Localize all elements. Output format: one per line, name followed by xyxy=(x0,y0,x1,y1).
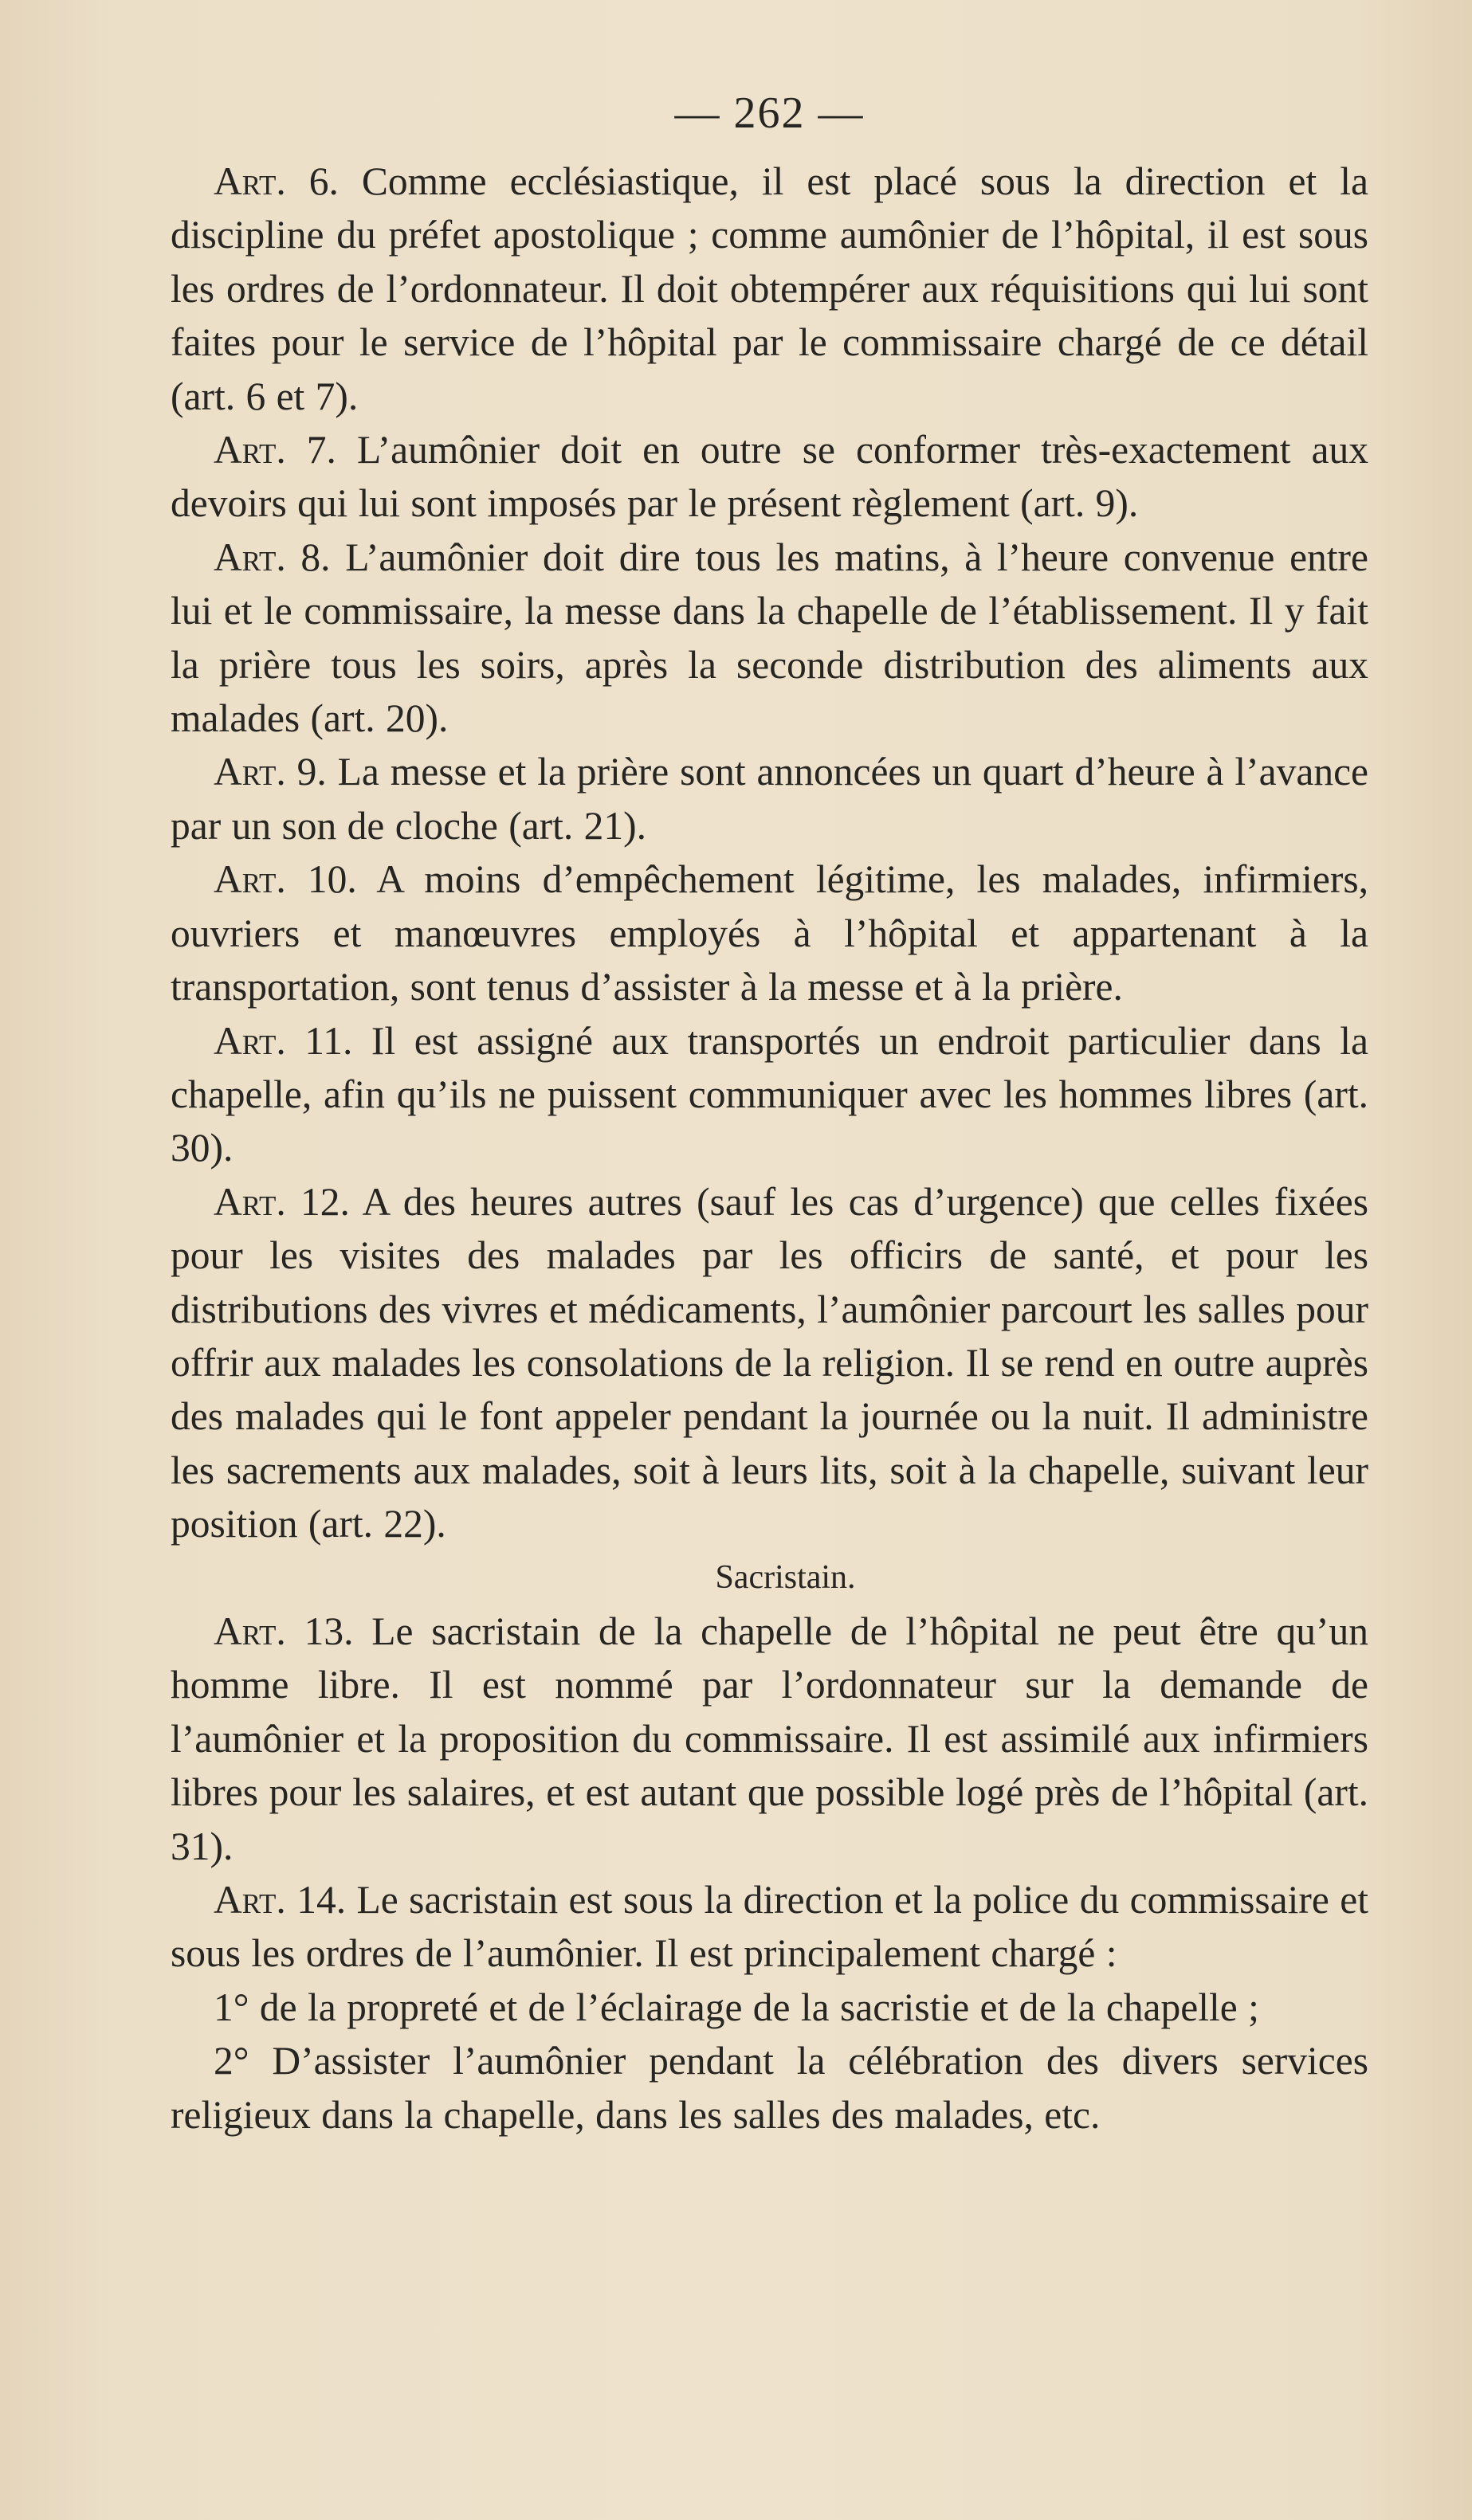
article-12 xyxy=(171,1175,1368,1551)
article-label: Art. 8. xyxy=(214,535,331,579)
section-heading: Sacristain. xyxy=(715,1558,856,1596)
article-label: Art. 11. xyxy=(214,1018,353,1063)
page-body xyxy=(171,155,1368,2142)
list-item-text: D’assister l’aumônier pendant la célébration des divers services religieux dans la chapelle, dans les salles des malades, etc. xyxy=(171,2039,1369,2137)
article-label: Art. 14. xyxy=(214,1878,347,1922)
article-text: Il est assigné aux transportés un endroit particulier dans la chapelle, afin qu’ils ne puissent communiquer avec les hommes libres (art. 30). xyxy=(171,1018,1369,1170)
page-number: — 262 — xyxy=(674,88,865,138)
list-item-number: 2° xyxy=(214,2039,249,2083)
article-14 xyxy=(171,1873,1368,1981)
article-label: Art. 6. xyxy=(214,159,339,203)
article-label: Art. 12. xyxy=(214,1179,350,1224)
article-text: L’aumônier doit dire tous les matins, à l’heure convenue entre lui et le commissaire, la messe dans la chapelle de l’établissement. Il y fait la prière tous les soirs, après la seconde distribution des aliments aux malades (art. 20). xyxy=(171,535,1369,741)
article-text: A des heures autres (sauf les cas d’urgence) que celles fixées pour les visites des malades par les officirs de santé, et pour les distributions des vivres et médicaments, l’aumônier parcourt les salles pour offrir aux malades les consolations de la religion. Il se rend en outre auprès des malades qui le font appeler pendant la journée ou la nuit. Il administre les sacrements aux malades, soit à leurs lits, soit à la chapelle, suivant leur position (art. 22). xyxy=(171,1179,1368,1546)
article-text: L’aumônier doit en outre se conformer très-exactement aux devoirs qui lui sont imposés par le présent règlement (art. 9). xyxy=(171,428,1368,526)
article-text: La messe et la prière sont annoncées un quart d’heure à l’avance par un son de cloche (art. 21). xyxy=(171,750,1369,848)
article-7 xyxy=(171,423,1368,531)
article-6 xyxy=(171,155,1368,423)
article-text: Comme ecclésiastique, il est placé sous la direction et la discipline du préfet apostolique ; comme aumônier de l’hôpital, il est sous les ordres de l’ordonnateur. Il doit obtempérer aux réquisitions qui lui sont faites pour le service de l’hôpital par le commissaire chargé de ce détail (art. 6 et 7). xyxy=(171,159,1369,418)
article-13 xyxy=(171,1605,1368,1873)
article-label: Art. 13. xyxy=(214,1609,354,1653)
list-item-text: de la propreté et de l’éclairage de la sacristie et de la chapelle ; xyxy=(259,1985,1259,2029)
article-label: Art. 7. xyxy=(214,428,336,472)
article-8 xyxy=(171,531,1368,746)
article-11 xyxy=(171,1014,1368,1175)
article-10 xyxy=(171,852,1368,1013)
list-item-number: 1° xyxy=(214,1985,249,2029)
article-label: Art. 9. xyxy=(214,750,327,794)
article-text: A moins d’empêchement légitime, les malades, infirmiers, ouvriers et manœuvres employés à l’hôpital et appartenant à la transportation, sont tenus d’assister à la messe et à la prière. xyxy=(171,857,1368,1009)
article-label: Art. 10. xyxy=(214,857,357,902)
article-text: Le sacristain de la chapelle de l’hôpital ne peut être qu’un homme libre. Il est nommé par l’ordonnateur sur la demande de l’aumônier et la proposition du commissaire. Il est assimilé aux infirmiers libres pour les salaires, et est autant que possible logé près de l’hôpital (art. 31). xyxy=(171,1609,1369,1868)
list-item xyxy=(171,2034,1368,2142)
article-text: Le sacristain est sous la direction et la police du commissaire et sous les ordres de l’aumônier. Il est principalement chargé : xyxy=(171,1878,1369,1976)
list-item xyxy=(171,1981,1368,2034)
article-9 xyxy=(171,745,1368,852)
